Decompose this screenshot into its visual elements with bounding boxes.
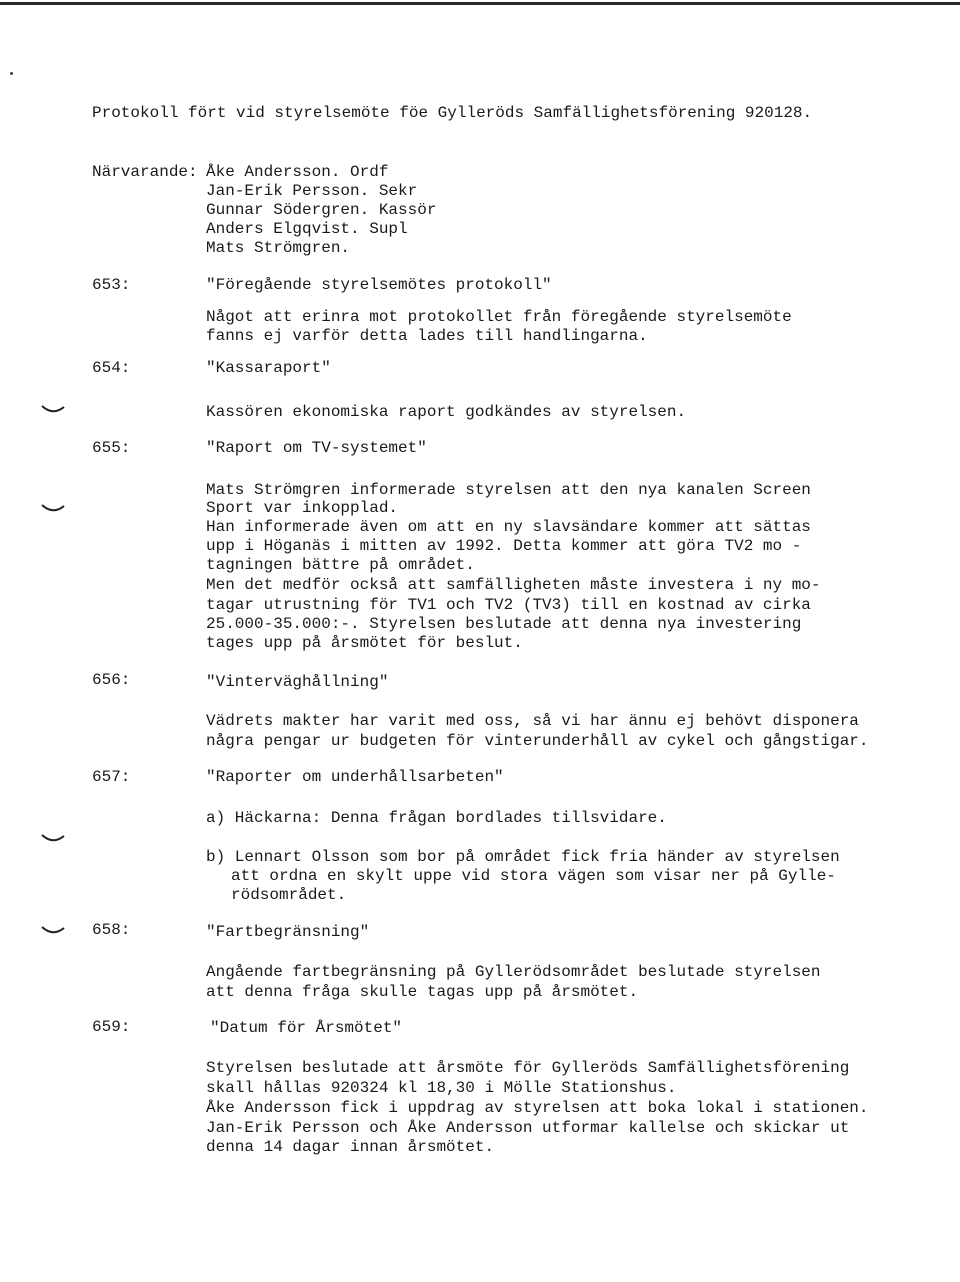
body-line: Mats Strömgren informerade styrelsen att den nya kanalen Screen (206, 481, 811, 499)
margin-tick-mark (40, 925, 66, 937)
list-item-line: rödsområdet. (231, 886, 347, 904)
body-line: Styrelsen beslutade att årsmöte för Gylleröds Samfällighetsförening (206, 1059, 850, 1077)
body-line: Åke Andersson fick i uppdrag av styrelsen att boka lokal i stationen. (206, 1099, 869, 1117)
body-line: 25.000-35.000:-. Styrelsen beslutade att denna nya investering (206, 615, 802, 633)
margin-tick-mark (40, 404, 66, 416)
section-heading: "Raporter om underhållsarbeten" (206, 768, 504, 786)
section-number: 654: (92, 359, 131, 377)
body-line: upp i Höganäs i mitten av 1992. Detta kommer att göra TV2 mo - (206, 537, 802, 555)
attendance-label: Närvarande: (92, 163, 198, 181)
body-line: Men det medför också att samfälligheten måste investera i ny mo- (206, 576, 821, 594)
section-heading: "Datum för Årsmötet" (210, 1019, 403, 1037)
section-heading: "Föregående styrelsemötes protokoll" (206, 276, 552, 294)
body-line: Vädrets makter har varit med oss, så vi har ännu ej behövt disponera (206, 712, 859, 730)
section-heading: "Kassaraport" (206, 359, 331, 377)
section-number: 658: (92, 921, 131, 939)
scan-top-border (0, 2, 960, 5)
body-line: Något att erinra mot protokollet från föregående styrelsemöte (206, 308, 792, 326)
body-line: fanns ej varför detta lades till handlingarna. (206, 327, 648, 345)
body-line: tagningen bättre på området. (206, 556, 475, 574)
section-number: 656: (92, 671, 131, 689)
attendee-line: Mats Strömgren. (206, 239, 351, 257)
body-line: att denna fråga skulle tagas upp på årsmötet. (206, 983, 639, 1001)
section-heading: "Fartbegränsning" (206, 923, 370, 941)
scan-speck (10, 72, 13, 75)
section-heading: "Vinterväghållning" (206, 673, 389, 691)
attendee-line: Anders Elgqvist. Supl (206, 220, 408, 238)
attendee-line: Gunnar Södergren. Kassör (206, 201, 437, 219)
body-line: skall hållas 920324 kl 18,30 i Mölle Stationshus. (206, 1079, 677, 1097)
body-line: Angående fartbegränsning på Gyllerödsområdet beslutade styrelsen (206, 963, 821, 981)
attendee-line: Åke Andersson. Ordf (206, 163, 389, 181)
section-number: 655: (92, 439, 131, 457)
list-item-line: a) Häckarna: Denna frågan bordlades tillsvidare. (206, 809, 667, 827)
body-line: Jan-Erik Persson och Åke Andersson utformar kallelse och skickar ut (206, 1119, 850, 1137)
body-line: denna 14 dagar innan årsmötet. (206, 1138, 495, 1156)
margin-tick-mark (40, 833, 66, 845)
list-item-line: att ordna en skylt uppe vid stora vägen som visar ner på Gylle- (231, 867, 836, 885)
section-number: 653: (92, 276, 131, 294)
document-title: Protokoll fört vid styrelsemöte föe Gylleröds Samfällighetsförening 920128. (92, 104, 813, 122)
body-line: tages upp på årsmötet för beslut. (206, 634, 523, 652)
section-number: 659: (92, 1018, 131, 1036)
section-number: 657: (92, 768, 131, 786)
body-line: några pengar ur budgeten för vinterunderhåll av cykel och gångstigar. (206, 732, 869, 750)
section-heading: "Raport om TV-systemet" (206, 439, 427, 457)
attendee-line: Jan-Erik Persson. Sekr (206, 182, 418, 200)
body-line: Kassören ekonomiska raport godkändes av styrelsen. (206, 403, 687, 421)
list-item-line: b) Lennart Olsson som bor på området fick fria händer av styrelsen (206, 848, 840, 866)
body-line: Sport var inkopplad. (206, 499, 399, 517)
margin-tick-mark (40, 503, 66, 515)
body-line: tagar utrustning för TV1 och TV2 (TV3) till en kostnad av cirka (206, 596, 811, 614)
body-line: Han informerade även om att en ny slavsändare kommer att sättas (206, 518, 811, 536)
